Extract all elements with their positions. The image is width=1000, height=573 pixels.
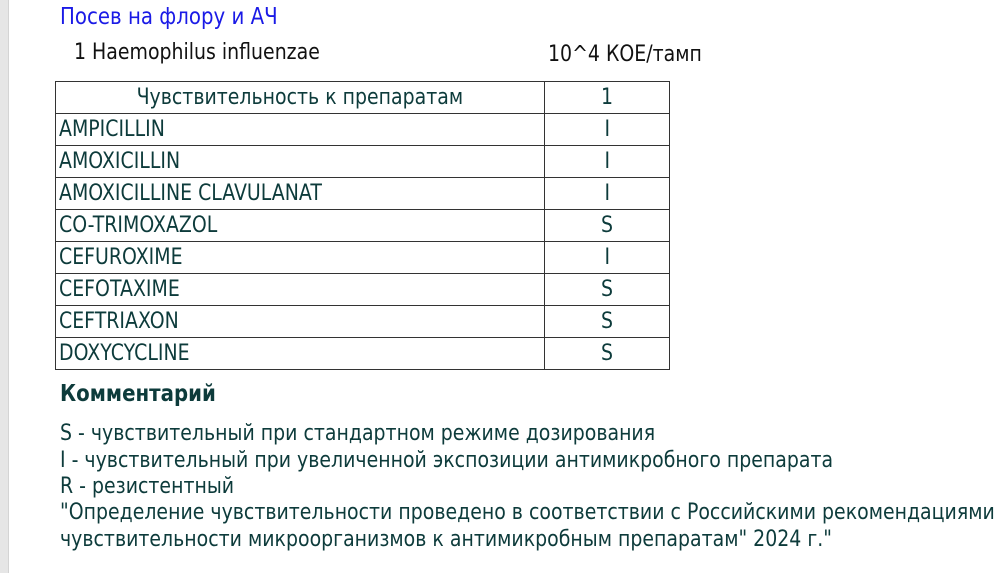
sensitivity-table bbox=[55, 81, 670, 370]
drug-name: CEFTRIAXON bbox=[56, 306, 545, 338]
drug-result: S bbox=[545, 338, 670, 370]
comment-line: "Определение чувствительности проведено в соответствии с Российскими рекомендациями bbox=[60, 500, 995, 525]
table-row bbox=[56, 178, 670, 210]
drug-result: I bbox=[545, 242, 670, 274]
culture-link[interactable]: Посев на флору и АЧ bbox=[60, 4, 278, 30]
drug-name: CO-TRIMOXAZOL bbox=[56, 210, 545, 242]
drug-name: AMPICILLIN bbox=[56, 114, 545, 146]
organism-label: 1 Haemophilus influenzae bbox=[74, 40, 320, 65]
table-row bbox=[56, 338, 670, 370]
table-row bbox=[56, 114, 670, 146]
comment-line: чувствительности микроорганизмов к антимикробным препаратам" 2024 г." bbox=[60, 527, 833, 552]
drug-result: I bbox=[545, 146, 670, 178]
drug-name: AMOXICILLINE CLAVULANAT bbox=[56, 178, 545, 210]
table-row bbox=[56, 274, 670, 306]
table-header-row bbox=[56, 82, 670, 114]
drug-name: CEFUROXIME bbox=[56, 242, 545, 274]
drug-name: DOXYCYCLINE bbox=[56, 338, 545, 370]
comment-line: I - чувствительный при увеличенной экспозиции антимикробного препарата bbox=[60, 448, 834, 473]
drug-name: CEFOTAXIME bbox=[56, 274, 545, 306]
drug-result: S bbox=[545, 274, 670, 306]
drug-result: S bbox=[545, 306, 670, 338]
table-row bbox=[56, 210, 670, 242]
comment-line: R - резистентный bbox=[60, 474, 235, 499]
organism-count: 10^4 КОЕ/тамп bbox=[548, 42, 702, 67]
comment-title: Комментарий bbox=[60, 381, 216, 407]
drug-name: AMOXICILLIN bbox=[56, 146, 545, 178]
header-isolate: 1 bbox=[545, 82, 670, 114]
table-row bbox=[56, 306, 670, 338]
header-drug: Чувствительность к препаратам bbox=[56, 82, 545, 114]
table-row bbox=[56, 146, 670, 178]
drug-result: I bbox=[545, 114, 670, 146]
comment-line: S - чувствительный при стандартном режиме дозирования bbox=[60, 421, 656, 446]
table-row bbox=[56, 242, 670, 274]
drug-result: I bbox=[545, 178, 670, 210]
drug-result: S bbox=[545, 210, 670, 242]
